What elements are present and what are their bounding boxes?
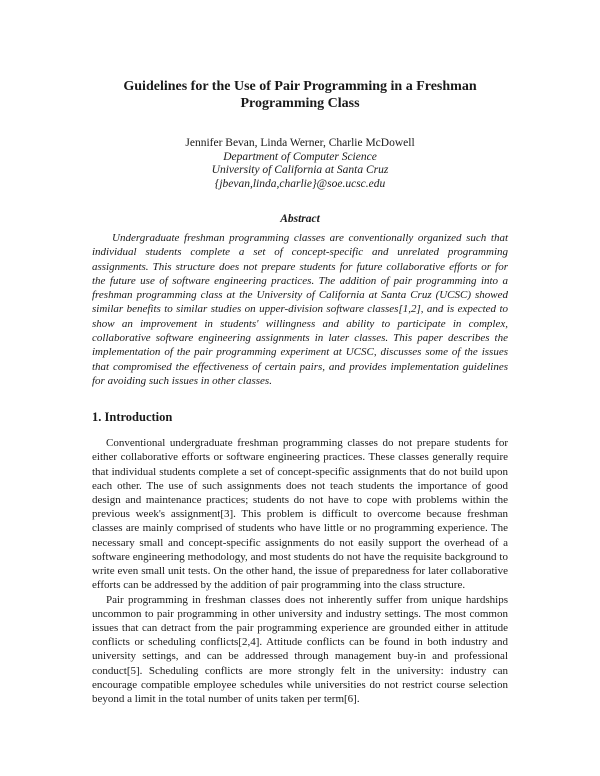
author-block: [92, 137, 508, 191]
section-heading-introduction: 1. Introduction: [92, 410, 173, 425]
introduction-paragraph-1: Conventional undergraduate freshman programming classes do not prepare students for either collaborative efforts or software engineering practices. These classes generally require that individual students complete a set of concept-specific assignments that do not build upon each other. The use of such assignments does not teach students the importance of good design and maintenance practices; students do not have to cope with problems within the previous week's assignment[3]. This problem is difficult to overcome because freshman classes are mainly comprised of students who have little or no programming experience. The necessary small and concept-specific assignments do not easily support the overhead of a software engineering methodology, and most students do not have the requisite background to write even small unit tests. On the other hand, the issue of preparedness for later collaborative efforts can be addressed by the addition of pair programming into the class structure.: [92, 437, 508, 592]
affiliation-university: University of California at Santa Cruz: [211, 164, 389, 176]
authors-line: Jennifer Bevan, Linda Werner, Charlie McDowell: [185, 137, 415, 149]
affiliation-email: {jbevan,linda,charlie}@soe.ucsc.edu: [214, 177, 386, 190]
affiliation-department: Department of Computer Science: [223, 150, 377, 163]
abstract-text: Undergraduate freshman programming classes are conventionally organized such that individual students complete a set of concept-specific and unrelated programming assignments. This structure does not prepare students for future collaborative efforts or for the future use of software engineering practices. The addition of pair programming into a freshman programming class at the University of California at Santa Cruz (UCSC) showed similar benefits to similar studies on upper-division software classes[1,2], and is expected to show an improvement in students' willingness and ability to participate in complex, collaborative software engineering assignments in later classes. This paper describes the implementation of the pair programming experiment at UCSC, discusses some of the issues that compromised the effectiveness of certain pairs, and provides implementation guidelines for avoiding such issues in other classes.: [92, 232, 508, 387]
introduction-paragraph-2: Pair programming in freshman classes does not inherently suffer from unique hardships uncommon to pair programming in other university and industry settings. The most common issues that can detract from the pair programming experience are grounded either in attitude conflicts or scheduling conflicts[2,4]. Attitude conflicts can be found in both industry and university settings, and can be addressed through management buy-in and professional conduct[5]. Scheduling conflicts are more strongly felt in the university: industry can encourage compatible employee schedules while universities do not restrict course selection beyond a limit in the total number of units taken per term[6].: [92, 593, 508, 705]
paper-title: Guidelines for the Use of Pair Programming in a Freshman Programming Class: [123, 79, 477, 111]
abstract-heading: Abstract: [280, 213, 320, 225]
